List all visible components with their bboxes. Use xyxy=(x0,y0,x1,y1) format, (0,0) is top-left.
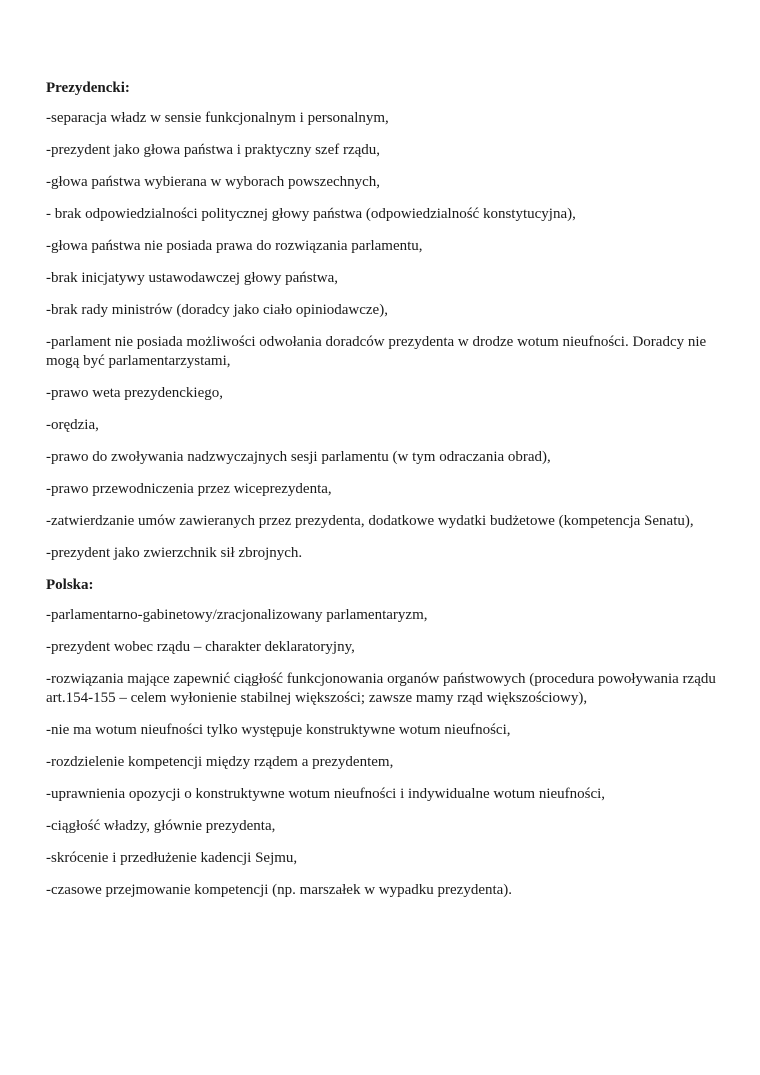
section-polska xyxy=(46,576,726,900)
list-item: -głowa państwa nie posiada prawa do rozwiązania parlamentu, xyxy=(46,238,423,254)
list-item: -brak inicjatywy ustawodawczej głowy państwa, xyxy=(46,270,338,286)
section-heading: Polska: xyxy=(46,577,94,593)
section-heading: Prezydencki: xyxy=(46,80,130,96)
document-page xyxy=(46,79,726,913)
list-item: -prezydent jako głowa państwa i praktyczny szef rządu, xyxy=(46,142,381,158)
list-item: -głowa państwa wybierana w wyborach powszechnych, xyxy=(46,174,381,190)
list-item: -zatwierdzanie umów zawieranych przez prezydenta, dodatkowe wydatki budżetowe (kompetencja Senatu), xyxy=(46,513,694,529)
list-item: -prawo weta prezydenckiego, xyxy=(46,385,223,401)
list-item: -parlamentarno-gabinetowy/zracjonalizowany parlamentaryzm, xyxy=(46,607,428,623)
list-item: -czasowe przejmowanie kompetencji (np. marszałek w wypadku prezydenta). xyxy=(46,882,513,898)
list-item: -separacja władz w sensie funkcjonalnym i personalnym, xyxy=(46,110,389,126)
list-item: -orędzia, xyxy=(46,417,99,433)
list-item: -brak rady ministrów (doradcy jako ciało opiniodawcze), xyxy=(46,302,388,318)
list-item: - brak odpowiedzialności politycznej głowy państwa (odpowiedzialność konstytucyjna), xyxy=(46,206,576,222)
list-item: -parlament nie posiada możliwości odwołania doradców prezydenta w drodze wotum nieufności. Doradcy nie mogą być parlamentarzystami, xyxy=(46,334,707,369)
list-item: -uprawnienia opozycji o konstruktywne wotum nieufności i indywidualne wotum nieufności, xyxy=(46,786,606,802)
list-item: -prezydent wobec rządu – charakter deklaratoryjny, xyxy=(46,639,355,655)
list-item: -prawo przewodniczenia przez wiceprezydenta, xyxy=(46,481,332,497)
section-prezydencki xyxy=(46,79,726,563)
list-item: -prezydent jako zwierzchnik sił zbrojnych. xyxy=(46,545,303,561)
list-item: -nie ma wotum nieufności tylko występuje konstruktywne wotum nieufności, xyxy=(46,722,511,738)
list-item: -prawo do zwoływania nadzwyczajnych sesji parlamentu (w tym odraczania obrad), xyxy=(46,449,551,465)
list-item: -rozdzielenie kompetencji między rządem a prezydentem, xyxy=(46,754,394,770)
list-item: -skrócenie i przedłużenie kadencji Sejmu, xyxy=(46,850,298,866)
list-item: -rozwiązania mające zapewnić ciągłość funkcjonowania organów państwowych (procedura powoływania rządu art.154-155 – celem wyłonienie stabilnej większości; zawsze mamy rząd większościowy), xyxy=(46,671,716,706)
list-item: -ciągłość władzy, głównie prezydenta, xyxy=(46,818,276,834)
